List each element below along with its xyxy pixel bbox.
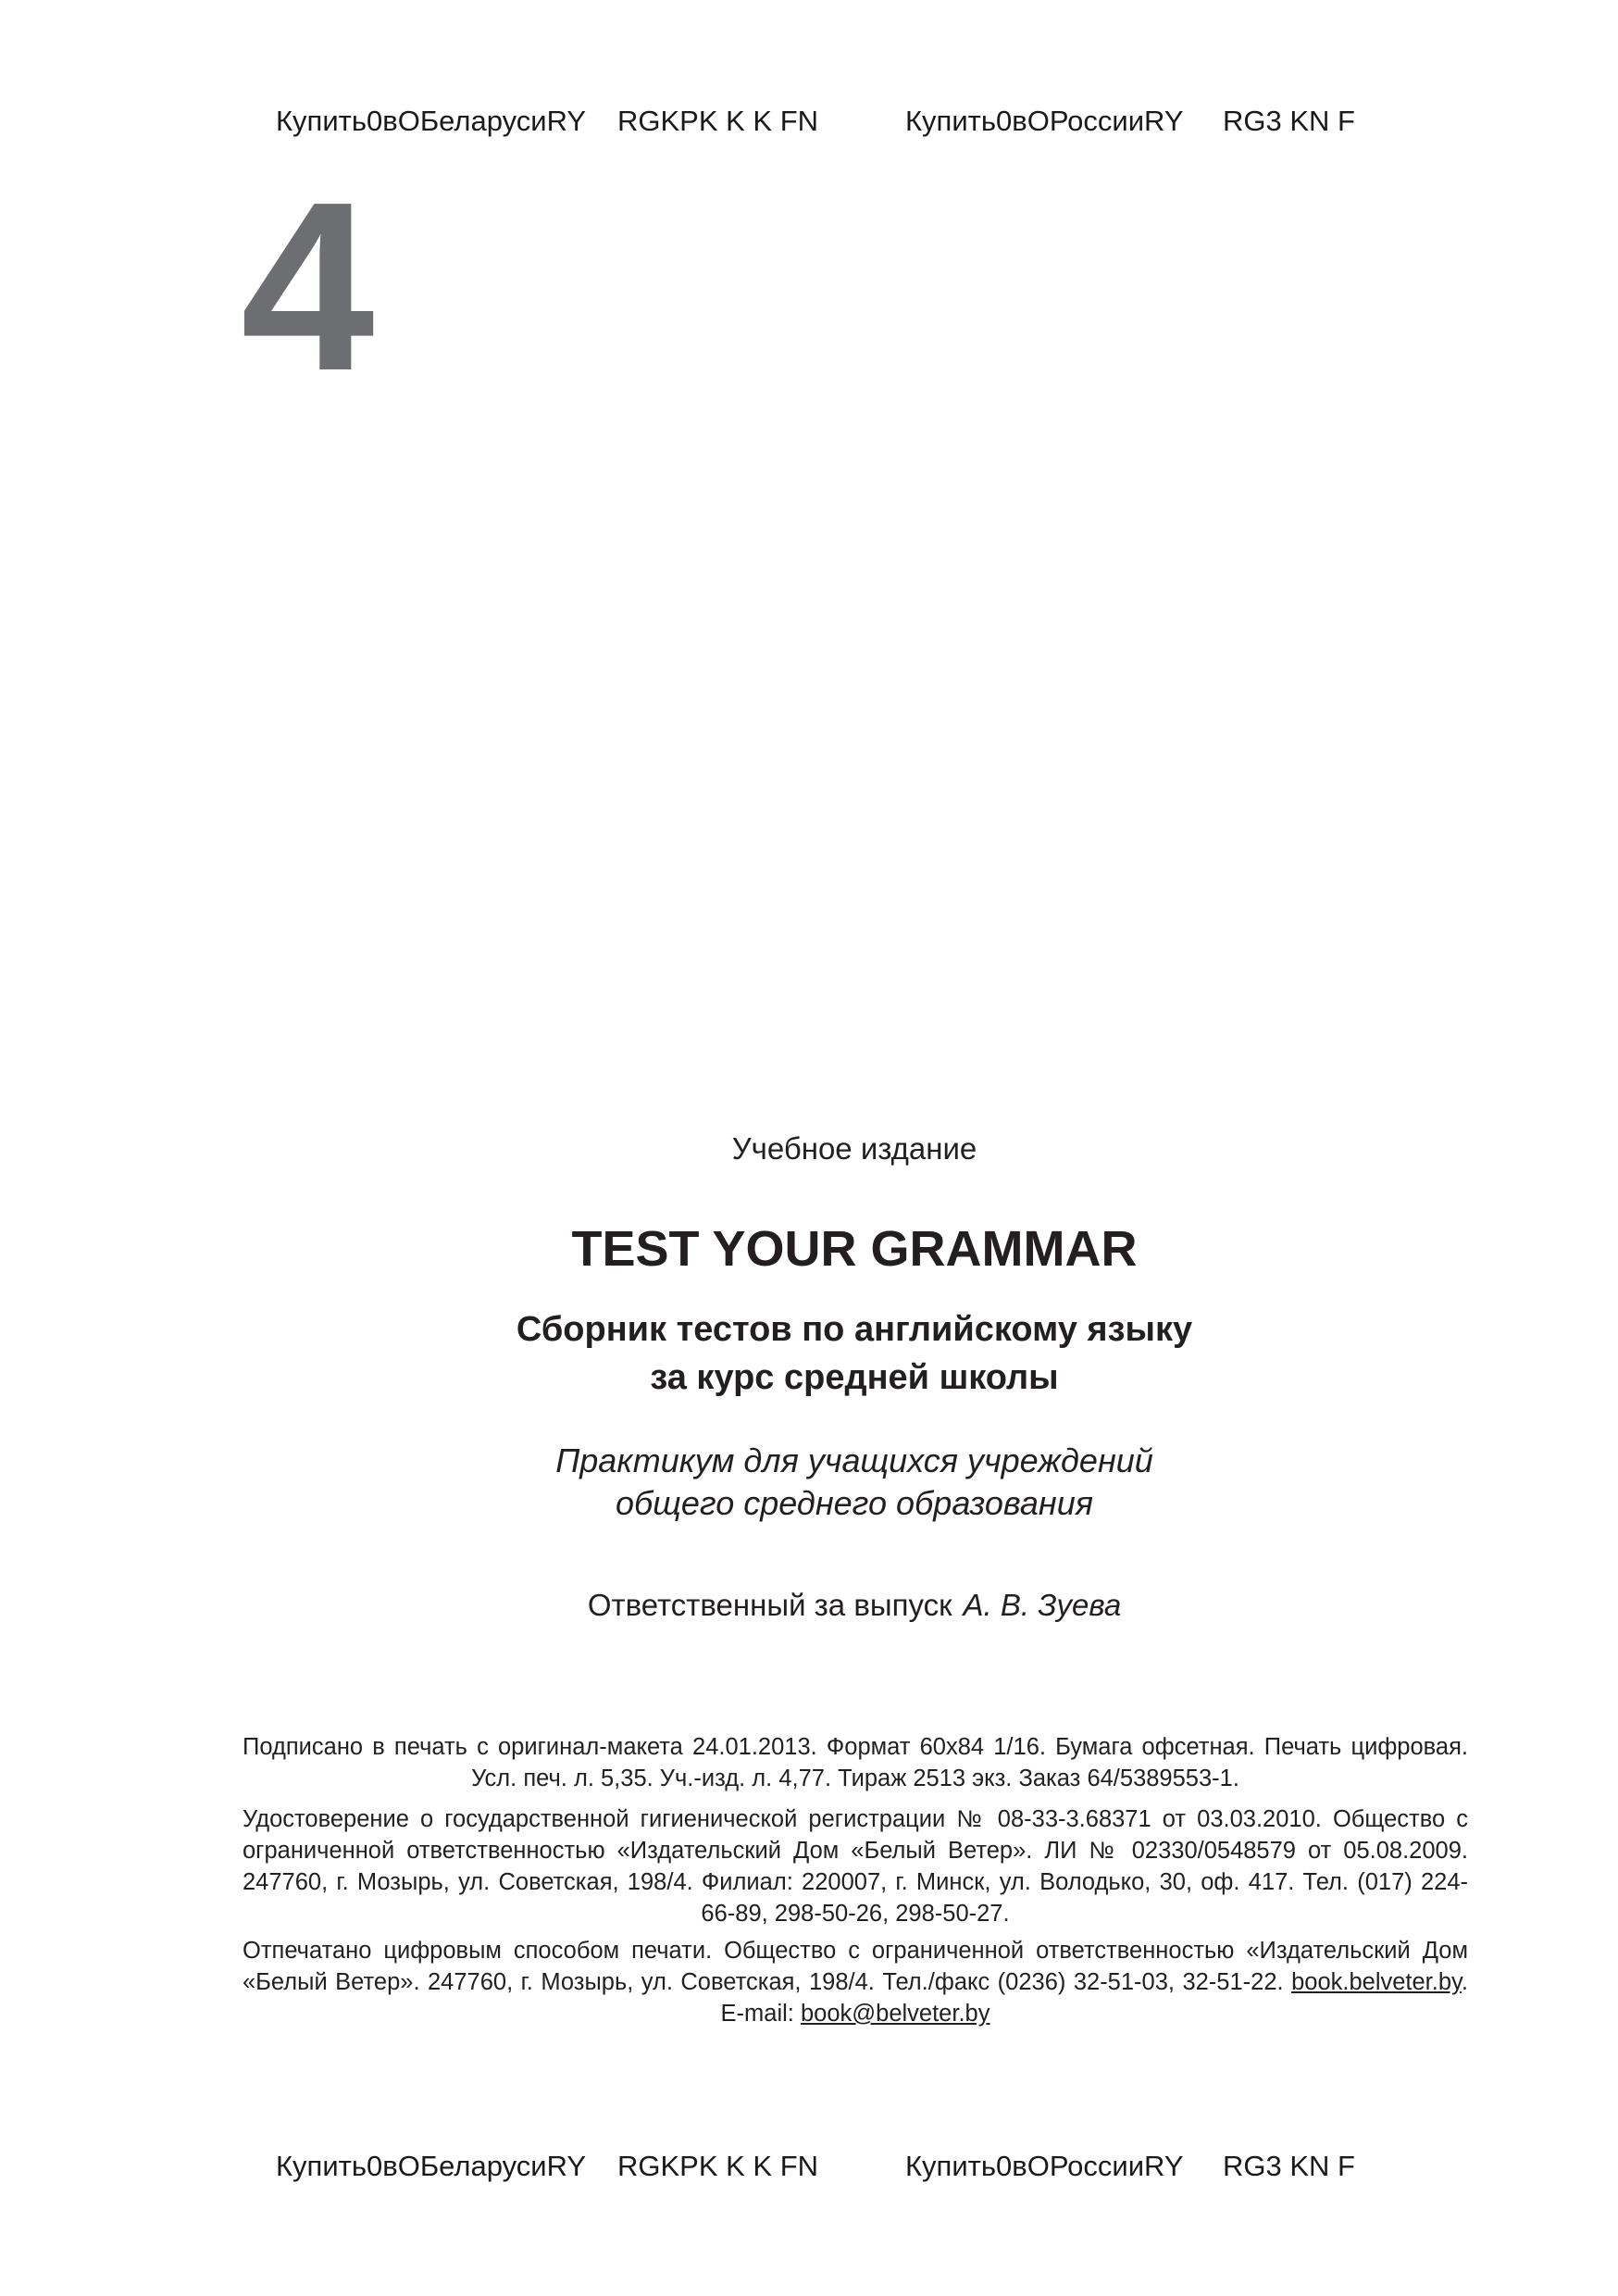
imprint-printing-text: Отпечатано цифровым способом печати. Общество с ограниченной ответственностью «Издательский Дом «Белый Ветер». 247760, г. Мозырь, ул. Советская, 198/4. Тел./факс (0236) 32-51-03, 32-51-22.: [243, 1938, 1468, 1995]
page-number: 4: [241, 153, 375, 421]
practicum-line-2: общего среднего образования: [615, 1484, 1093, 1522]
imprint-printing: [243, 1935, 1468, 2029]
buy-in-russia-line-top: Купить0вОРоссииRY RG3 KN F: [905, 105, 1355, 137]
responsible-person: А. В. Зуева: [963, 1588, 1122, 1622]
practicum-description: [241, 1440, 1468, 1525]
book-title: TEST YOUR GRAMMAR: [571, 1221, 1138, 1277]
imprint-print-details: Подписано в печать с оригинал-макета 24.01.2013. Формат 60х84 1/16. Бумага офсетная. Печать цифровая. Усл. печ. л. 5,35. Уч.-изд. л. 4,77. Тираж 2513 экз. Заказ 64/5389553-1.: [243, 1734, 1468, 1791]
responsible-editor: [241, 1588, 1468, 1623]
responsible-label: Ответственный за выпуск: [587, 1588, 952, 1622]
email-label: . E-mail:: [720, 1969, 1468, 2027]
email-link[interactable]: book@belveter.by: [800, 2001, 990, 2027]
practicum-line-1: Практикум для учащихся учреждений: [555, 1441, 1153, 1479]
site-link[interactable]: book.belveter.by: [1291, 1969, 1462, 1995]
buy-in-russia-line-bottom: Купить0вОРоссииRY RG3 KN F: [905, 2150, 1355, 2182]
edition-kind: Учебное издание: [731, 1131, 977, 1166]
buy-in-belarus-line-top: Купить0вОБеларусиRY RGKPK K K FN: [276, 105, 819, 137]
book-subtitle: [241, 1305, 1468, 1402]
imprint-registration: Удостоверение о государственной гигиенической регистрации № 08-33-3.68371 от 03.03.2010. Общество с ограниченной ответственностью «Издательский Дом «Белый Ветер». ЛИ № 02330/0548579 от 05.08.2009. 247760, г. Мозырь, ул. Советская, 198/4. Филиал: 220007, г. Минск, ул. Володько, 30, оф. 417. Тел. (017) 224-66-89, 298-50-26, 298-50-27.: [243, 1806, 1468, 1927]
subtitle-line-1: Сборник тестов по английскому языку: [516, 1310, 1193, 1349]
subtitle-line-2: за курс средней школы: [650, 1358, 1059, 1397]
buy-in-belarus-line-bottom: Купить0вОБеларусиRY RGKPK K K FN: [276, 2150, 819, 2182]
